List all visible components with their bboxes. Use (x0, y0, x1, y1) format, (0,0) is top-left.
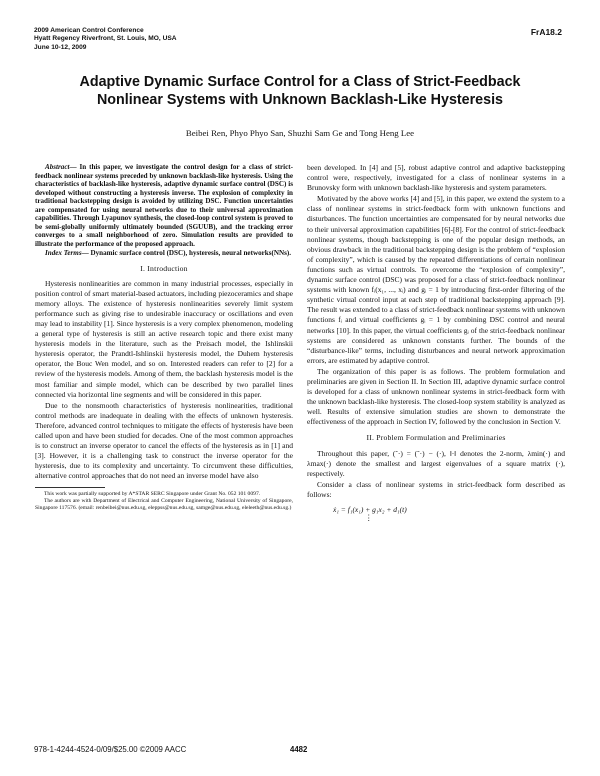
section-heading-introduction: I. Introduction (140, 263, 188, 273)
system-intro-paragraph: Consider a class of nonlinear systems in strict-feedback form described as follows: (307, 479, 565, 499)
title-line-2: Nonlinear Systems with Unknown Backlash-Like Hysteresis (96, 91, 503, 108)
abstract-label: Abstract (45, 163, 70, 171)
intro-paragraph-2: Due to the nonsmooth characteristics of hysteresis nonlinearities, traditional control methods are inadequate in dealing with the effects of unknown hysteresis. Therefore, advanced control techniques to mitigate the effects of hysteresis have been called upon and have been studied for decades. One of the most common approaches is to construct an inverse operator to cancel the effects of the hysteresis as in [1] and [3]. However, it is a challenging task to construct the inverse operator for the hysteresis, due to its complexity and uncertainty. To circumvent these difficulties, alternative control approaches that do not need an inverse model have also (35, 400, 293, 481)
page-number: 4482 (290, 745, 308, 754)
conference-info (34, 27, 177, 52)
title-line-1: Adaptive Dynamic Surface Control for a Class of Strict-Feedback (79, 74, 521, 90)
left-column (35, 163, 293, 512)
conference-dates: June 10-12, 2009 (34, 43, 87, 51)
footer-isbn: 978-1-4244-4524-0/09/$25.00 ©2009 AACC (34, 745, 187, 754)
index-terms-label: Index Terms (45, 249, 82, 257)
section-heading-problem-formulation: II. Problem Formulation and Preliminaries (366, 433, 506, 443)
conference-venue: Hyatt Regency Riverfront, St. Louis, MO, USA (34, 35, 177, 43)
notation-paragraph: Throughout this paper, (˜·) = (ˆ·) − (·), ‖·‖ denotes the 2-norm, λmin(·) and λmax(·) denote the smallest and largest eigenvalues of a square matrix (·), respectively. (307, 448, 565, 478)
session-id: FrA18.2 (530, 27, 562, 37)
footnote-divider (35, 487, 105, 488)
equation-1: ẋ₁ = f₁(x₁) + g₁x₂ + d₁(t) (333, 505, 407, 514)
index-terms-text: — Dynamic surface control (DSC), hysteresis, neural networks(NNs). (81, 249, 291, 257)
paper-title (40, 74, 560, 109)
right-paragraph-1: been developed. In [4] and [5], robust adaptive control and adaptive backstepping control were, respectively, investigated for a class of nonlinear systems in a Brunovsky form with unknown backlash-like hysteresis and system parameters. (307, 163, 565, 193)
footnote-funding: This work was partially supported by A*STAR SERC Singapore under Grant No. 052 101 0097. (44, 491, 261, 498)
abstract (35, 163, 293, 248)
footnote-affiliation: The authors are with Department of Electrical and Computer Engineering, National University of Singapore, Singapore 117576. (email: renbeibei@nus.edu.sg, eleppss@nus.edu.sg, samge@nus.edu.sg, eleleeth@nus.edu.sg.) (35, 498, 293, 512)
right-paragraph-2: Motivated by the above works [4] and [5], in this paper, we extend the system to a class of nonlinear systems in strict-feedback form with unknown functions and disturbances. The function uncertainties are compensated for by neural networks due to their universal approximation capabilities [6]-[8]. For the control of strict-feedback nonlinear systems, though backstepping is one of the popular design methods, an obvious drawback in the traditional backstepping design is the problem of “explosion of complexity”, which is caused by the repeated differentiations of certain nonlinear functions such as virtual controls. To overcome the “explosion of complexity”, dynamic surface control (DSC) was proposed for a class of strict-feedback nonlinear systems with known fᵢ(x₁, ..., xᵢ) and gᵢ = 1 by introducing first-order filtering of the synthetic virtual control input at each step of traditional backstepping approach [9]. The result was extended to a class of strict-feedback nonlinear systems with unknown functions fᵢ and virtual coefficients gᵢ = 1 by combining DSC control and neural networks [10]. In this paper, the virtual coefficients gᵢ of the strict-feedback nonlinear systems are considered as unknown constants further. The bounds of the “disturbance-like” terms, including disturbances and neural network approximation errors, are estimated by adaptive control. (307, 194, 565, 365)
author-list: Beibei Ren, Phyo Phyo San, Shuzhi Sam Ge and Tong Heng Lee (185, 128, 415, 138)
abstract-text: — In this paper, we investigate the control design for a class of strict-feedback nonlinear systems preceded by unknown backlash-like hysteresis. Using the characteristics of backlash-like hysteresis, adaptive dynamic surface control (DSC) is developed without constructing a hysteresis inverse. The explosion of complexity in traditional backstepping design is avoided by utilizing DSC. Function uncertainties are compensated for using neural networks due to their universal approximation capabilities. Through Lyapunov synthesis, the closed-loop control system is proved to be semi-globally uniformly ultimately bounded (SGUUB), and the tracking error converges to a small neighborhood of zero. Simulation results are provided to illustrate the performance of the proposed approach. (35, 163, 293, 248)
index-terms (35, 249, 293, 258)
equation-vdots: ⋮ (365, 513, 373, 523)
right-paragraph-3: The organization of this paper is as follows. The problem formulation and preliminaries are given in Section II. In Section III, adaptive dynamic surface control is developed for a class of unknown nonlinear systems in strict-feedback form with the unknown backlash-like hysteresis. The closed-loop system stability is analyzed as well. Results of extensive simulation studies are shown to demonstrate the effectiveness of the approach in Section IV, followed by the conclusion in Section V. (307, 366, 565, 427)
intro-paragraph-1: Hysteresis nonlinearities are common in many industrial processes, especially in position control of smart material-based actuators, including piezoceramics and shape memory alloys. The existence of hysteresis nonlinearities severely limit system performance such as giving rise to undesirable inaccuracy or oscillations and even may lead to instability [1]. Since hysteresis is a very complex phenomenon, modeling a general type of hysteresis is still an active research topic and there exist many hysteresis models in the literature, such as the Preisach model, the Ishlinskii hysteresis operator, the Prandtl-Ishlinskii hysteresis model, the Duhem hysteresis operator, the Bouc Wen model, and so on. Interested readers can refer to [2] for a review of the hysteresis models. Among of them, the backlash hysteresis model is the most familiar and simple model, which can be described by two parallel lines connected via horizontal line segments and will be considered in this paper. (35, 278, 293, 399)
right-column (307, 163, 565, 523)
conference-name: 2009 American Control Conference (34, 27, 144, 34)
